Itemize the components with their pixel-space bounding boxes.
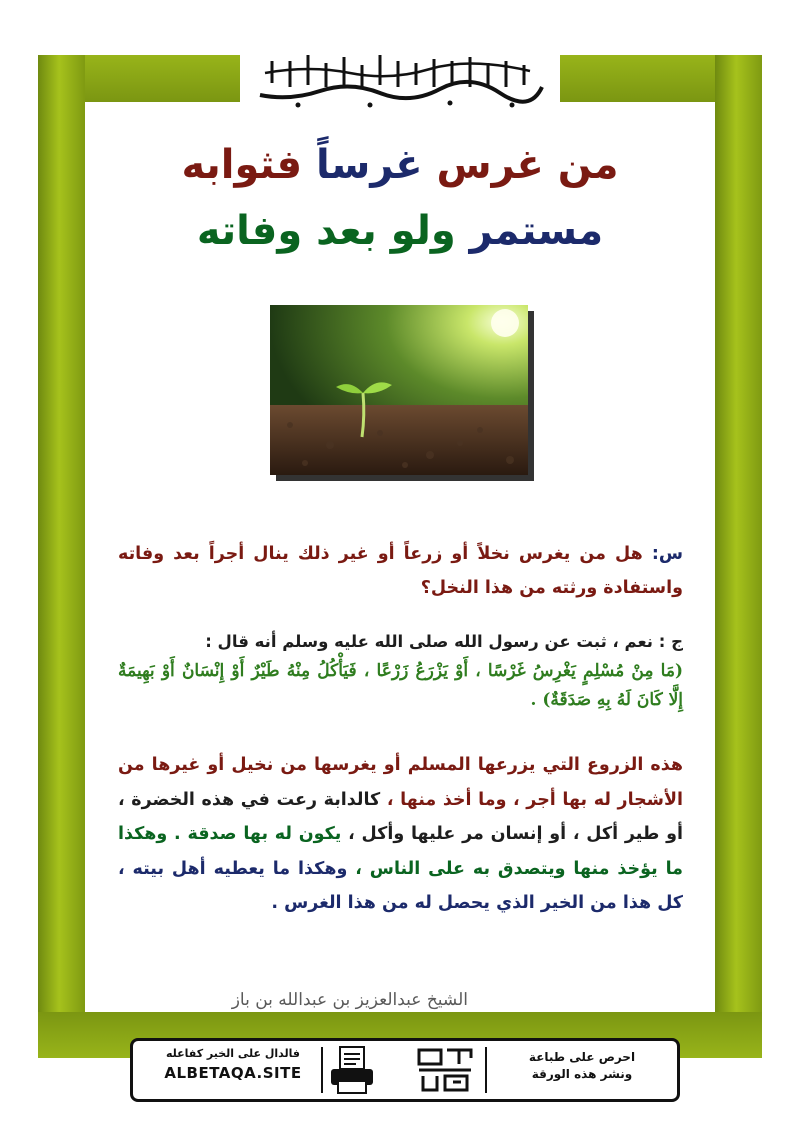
attribution: الشيخ عبدالعزيز بن عبدالله بن باز: [231, 990, 468, 1010]
explanation-text: [118, 748, 683, 921]
title-part: من غرس: [422, 142, 619, 188]
footer-proverb: فالدال على الخير كفاعله: [165, 1047, 301, 1060]
explanation-part-2: كالدابة رعت في هذه الخضرة ، أو طير أكل ، أو إنسان مر عليها وأكل ،: [118, 789, 683, 844]
footer-print-line-2: ونشر هذه الورقة: [531, 1067, 633, 1081]
footer-site-url[interactable]: ALBETAQA.SITE: [164, 1064, 302, 1082]
title-part-highlight: مستمر: [469, 208, 604, 254]
title-part-highlight: غرساً: [315, 142, 423, 188]
footer-print-note: [497, 1049, 667, 1083]
hadith-text: (مَا مِنْ مُسْلِمٍ يَغْرِسُ غَرْسًا ، أَوْ يَزْرَعُ زَرْعًا ، فَيَأْكُلُ مِنْهُ طَيْرٌ أَوْ إِنْسَانٌ أَوْ بَهِيمَةٌ إِلَّا كَانَ لَهُ بِهِ صَدَقَةٌ) .: [118, 661, 683, 710]
answer-intro: ج : نعم ، ثبت عن رسول الله صلى الله عليه وسلم أنه قال :: [205, 632, 683, 651]
title-line-1: [100, 142, 700, 188]
albetaqa-logo-art: [413, 1044, 477, 1096]
title-line-2: [100, 208, 700, 254]
title-part: فثوابه: [181, 142, 316, 188]
explanation-part-4: وهكذا ما يعطيه أهل بيته ، كل هذا من الخير الذي يحصل له من هذا الغرس .: [118, 858, 683, 913]
footer-divider: [485, 1047, 487, 1093]
explanation-part-3: يكون له بها صدقة . وهكذا ما يؤخذ منها ويتصدق به على الناس ،: [118, 824, 683, 879]
question-label: س:: [642, 544, 683, 564]
seedling-image: [270, 305, 528, 475]
frame-right: [715, 55, 762, 1058]
frame-left: [38, 55, 85, 1058]
question-text: [118, 537, 683, 605]
footer-banner: [130, 1038, 680, 1102]
explanation-part-1: هذه الزروع التي يزرعها المسلم أو يغرسها من نخيل أو غيرها من الأشجار له بها أجر ، وما أخذ منها ،: [118, 755, 684, 810]
title-part: ولو بعد وفاته: [196, 208, 470, 254]
question-body: هل من يغرس نخلاً أو زرعاً أو غير ذلك ينال أجراً بعد وفاته واستفادة ورثته من هذا النخل؟: [118, 544, 683, 598]
printer-icon: [329, 1045, 375, 1095]
seedling-photo: [270, 305, 528, 475]
basmala-calligraphy: [240, 38, 560, 118]
footer-print-line-1: احرص على طباعة: [528, 1050, 636, 1064]
basmala-calligraphy-art: [250, 43, 550, 113]
albetaqa-logo: [413, 1044, 477, 1096]
footer-site-block: [143, 1047, 323, 1082]
